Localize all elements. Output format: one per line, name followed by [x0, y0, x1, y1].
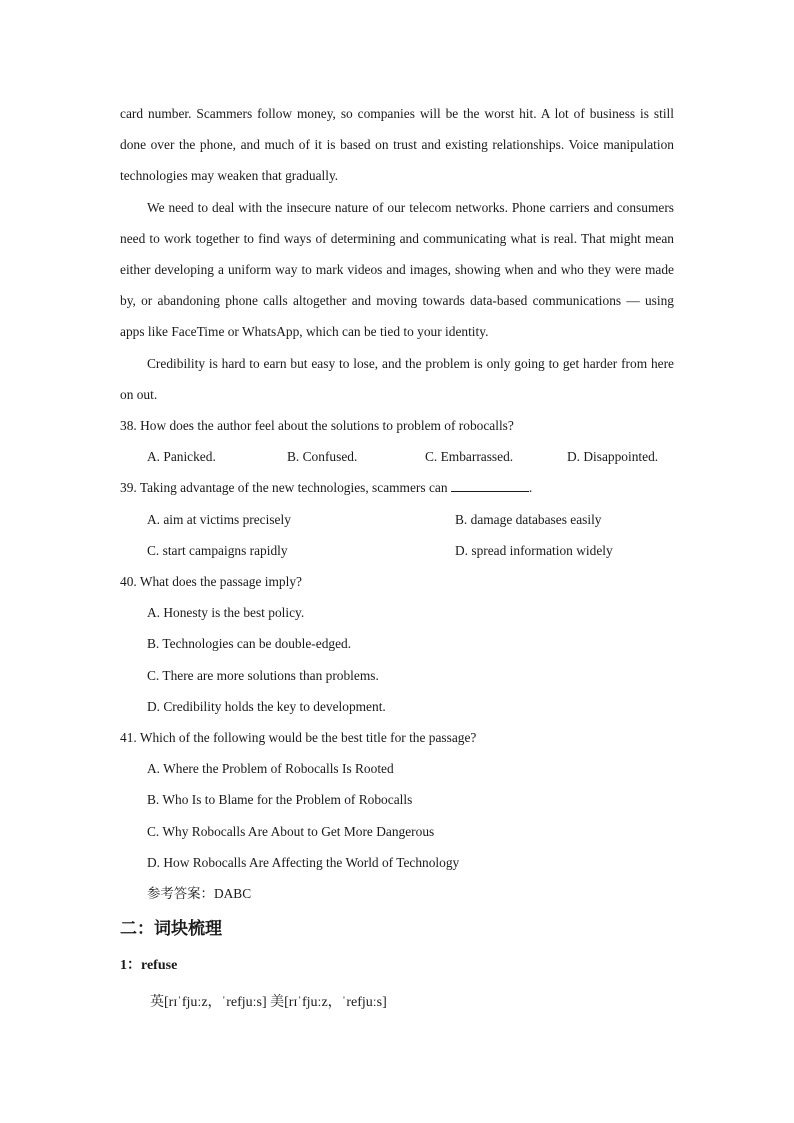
- question-39-stem: [120, 472, 674, 503]
- question-39-stem-text: 39. Taking advantage of the new technologies, scammers can: [120, 480, 451, 496]
- answer-key: 参考答案：DABC: [147, 886, 252, 902]
- question-41-option-d: D. How Robocalls Are Affecting the World of Technology: [147, 854, 460, 870]
- question-39-options-row-1: [120, 504, 674, 535]
- question-39-option-b: B. damage databases easily: [455, 511, 602, 527]
- question-39-stem-end: .: [528, 480, 533, 496]
- passage-paragraph-2: We need to deal with the insecure nature of our telecom networks. Phone carriers and consumers need to work together to find ways of determining and communicating what is real. That might mean either developing a uniform way to mark videos and images, showing when and who they were made by, or abandoning phone calls altogether and moving towards data-based communications — using apps like FaceTime or WhatsApp, which can be tied to your identity.: [120, 199, 674, 340]
- question-38-options: [120, 441, 674, 472]
- question-38-option-a: A. Panicked.: [147, 449, 216, 465]
- section-title: 二：词块梳理: [120, 919, 222, 940]
- question-40-stem: 40. What does the passage imply?: [120, 574, 302, 590]
- question-39-option-c: C. start campaigns rapidly: [147, 542, 288, 558]
- answer-blank: [451, 479, 529, 492]
- question-40-option-c: C. There are more solutions than problems.: [147, 667, 379, 683]
- question-40-option-b: B. Technologies can be double-edged.: [147, 636, 352, 652]
- question-38-option-d: D. Disappointed.: [567, 449, 659, 465]
- question-39-option-a: A. aim at victims precisely: [147, 511, 291, 527]
- question-41-stem: 41. Which of the following would be the best title for the passage?: [120, 730, 477, 746]
- question-39-option-d: D. spread information widely: [455, 542, 613, 558]
- question-38-option-c: C. Embarrassed.: [425, 449, 514, 465]
- question-40-option-d: D. Credibility holds the key to development.: [147, 698, 386, 714]
- vocab-phonetic: 英[rɪˈfjuːz，ˈrefjuːs] 美[rɪˈfjuːz，ˈrefjuːs]: [150, 995, 387, 1011]
- question-39-options-row-2: [120, 535, 674, 566]
- document-page: [120, 98, 674, 1023]
- question-38-stem: 38. How does the author feel about the solutions to problem of robocalls?: [120, 418, 514, 434]
- question-38-option-b: B. Confused.: [287, 449, 358, 465]
- passage-paragraph-1: card number. Scammers follow money, so companies will be the worst hit. A lot of business is still done over the phone, and much of it is based on trust and existing relationships. Voice manipulation technologies may weaken that gradually.: [120, 106, 674, 184]
- question-40-option-a: A. Honesty is the best policy.: [147, 605, 305, 621]
- question-41-option-a: A. Where the Problem of Robocalls Is Rooted: [147, 761, 394, 777]
- question-41-option-c: C. Why Robocalls Are About to Get More Dangerous: [147, 823, 435, 839]
- question-41-option-b: B. Who Is to Blame for the Problem of Robocalls: [147, 792, 413, 808]
- vocab-heading: 1：refuse: [120, 958, 178, 974]
- passage-paragraph-3: Credibility is hard to earn but easy to lose, and the problem is only going to get harder from here on out.: [120, 355, 674, 402]
